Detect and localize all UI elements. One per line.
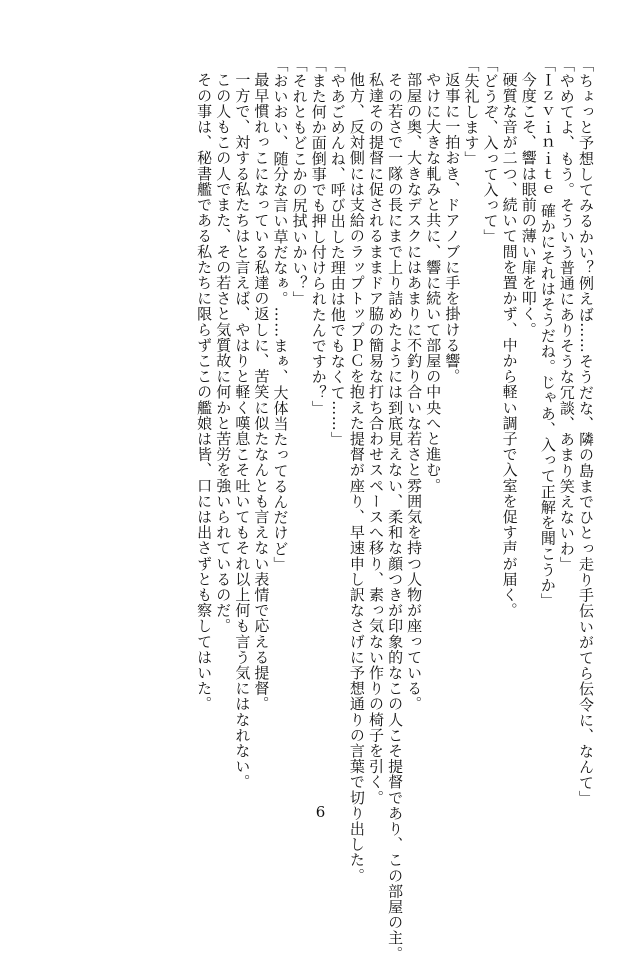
text-line: 「おいおい、随分な言い草だなぁ。……まぁ、大体当たってるんだけど」	[271, 57, 290, 572]
text-line: 「やめてよ、もう。そういう普通にありそうな冗談、あまり笑えないわ」	[557, 57, 576, 572]
text-line: 「やあごめんね、呼び出した理由は他でもなくて……」	[328, 57, 347, 447]
text-line: 私達その提督に促されるままドア脇の簡易な打ち合わせスペースへ移り、素っ気ない作りの椅子を引く。	[366, 72, 385, 806]
text-line: 最早慣れっこになっている私達の返しに、苦笑に似たなんとも言えない表情で応える提督。	[252, 72, 271, 712]
text-line: 「それともどこかの尻拭いかい？」	[290, 57, 309, 307]
text-line: 「Ｉｚｖｉｎｉｔｅ 確かにそれはそうだね。じゃあ、入って正解を聞こうか」	[538, 57, 557, 609]
text-line: 「ちょっと予想してみるかい？例えば……そうだな、隣の島までひとっ走り手伝いがてら伝令に、なんて」	[577, 57, 595, 806]
vertical-body-text	[55, 57, 595, 961]
text-line: 返事に一拍おき、ドアノブに手を掛ける響。	[443, 72, 462, 384]
text-line: その事は、秘書艦である私たちに限らずここの艦娘は皆、口には出さずとも察してはいた。	[195, 72, 214, 712]
text-line: 「また何か面倒事でも押し付けられたんですか？」	[309, 57, 328, 416]
text-line: 硬質な音が二つ、続いて間を置かず、中から軽い調子で入室を促す声が届く。	[500, 72, 519, 618]
text-line: やけに大きな軋みと共に、響に続いて部屋の中央へと進む。	[424, 72, 443, 494]
text-line: 「どうぞ、入って入って」	[481, 57, 500, 245]
text-line: 「失礼します」	[462, 57, 481, 167]
page-number: 6	[315, 803, 326, 821]
text-line: 一方で、対する私たちはと言えば、やはりと軽く嘆息こそ吐いてもそれ以上何も言う気にはなれない。	[233, 72, 252, 790]
text-line: 他方、反対側には支給のラップトップＰＣを抱えた提督が座り、早速申し訳なさげに予想通りの言葉で切り出した。	[347, 72, 366, 884]
text-line: 今度こそ、響は眼前の薄い扉を叩く。	[519, 72, 538, 338]
text-line: この人もこの人でまた、その若さと気質故に何かと苦労を強いられているのだ。	[214, 72, 233, 634]
text-line: その若さで一隊の長にまで上り詰めたようには到底見えない、柔和な顔つきが印象的なこの人こそ提督であり、この部屋の主。	[386, 72, 405, 961]
text-line: 部屋の奥、大きなデスクにはあまりに不釣り合いな若さと雰囲気を持つ人物が座っている。	[405, 72, 424, 712]
